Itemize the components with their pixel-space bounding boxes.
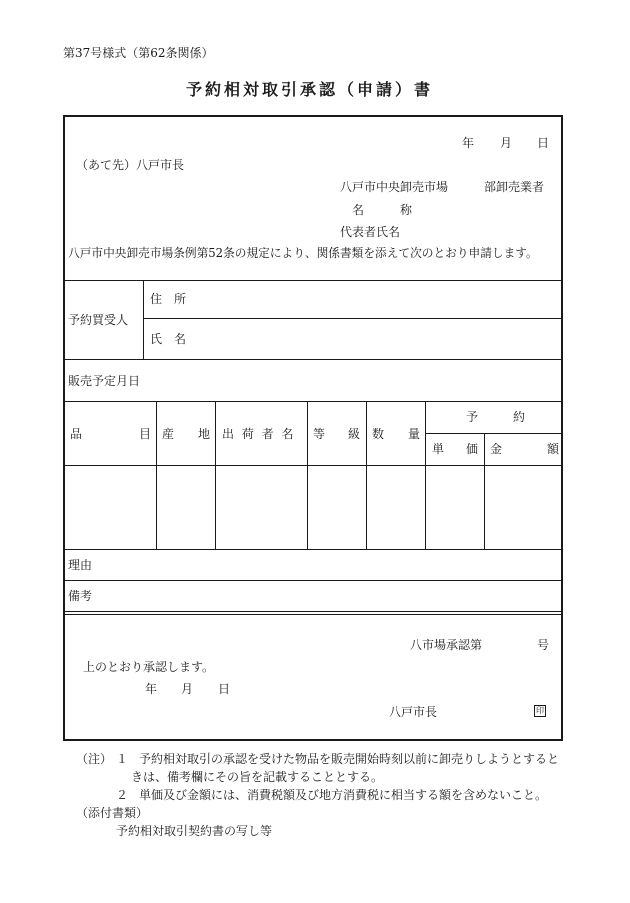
date-month: 月 <box>500 136 513 150</box>
rule-after-reason <box>64 580 563 581</box>
seal-mark: 印 <box>536 706 544 715</box>
col-unit-b: 価 <box>466 442 479 456</box>
rule-col-4 <box>366 401 367 549</box>
approval-year: 年 <box>145 682 158 696</box>
col-grade-a: 等 <box>313 427 326 441</box>
rule-col-5 <box>425 401 426 549</box>
date-day: 日 <box>537 136 550 150</box>
sale-date-label: 販売予定月日 <box>68 374 141 388</box>
applicant-name-label2: 称 <box>400 203 413 217</box>
note-1-line-2: きは、備考欄にその旨を記載することとする。 <box>131 770 384 784</box>
note-2-number: ２ <box>116 788 129 802</box>
rule-col-3 <box>307 401 308 549</box>
page-title: 予約相対取引承認（申請）書 <box>186 80 434 99</box>
attachment-item: 予約相対取引契約書の写し等 <box>116 824 273 838</box>
approval-day: 日 <box>218 682 231 696</box>
addressee: （あて先）八戸市長 <box>76 158 185 172</box>
note-2-text: 単価及び金額には、消費税額及び地方消費税に相当する額を含めないこと。 <box>139 788 548 802</box>
rule-table-bottom <box>64 549 563 550</box>
attachments-heading: （添付書類） <box>76 806 149 820</box>
applicant-market: 八戸市中央卸売市場 <box>340 180 449 194</box>
remarks-label: 備考 <box>68 589 93 603</box>
approval-statement: 上のとおり承認します。 <box>83 660 215 674</box>
applicant-dept: 部卸売業者 <box>484 180 545 194</box>
rule-after-remarks-1 <box>64 611 563 612</box>
col-qty-b: 量 <box>408 427 421 441</box>
buyer-name-label: 氏 名 <box>150 332 187 346</box>
date-year: 年 <box>462 136 475 150</box>
col-yoyaku-b: 約 <box>513 410 526 424</box>
applicant-name-label: 名 <box>352 203 365 217</box>
col-item-b: 目 <box>139 427 152 441</box>
rule-col-1 <box>156 401 157 549</box>
col-origin-a: 産 <box>162 427 175 441</box>
col-origin-b: 地 <box>198 427 211 441</box>
notes-heading: （注） <box>76 752 113 766</box>
col-qty-a: 数 <box>372 427 385 441</box>
col-shipper: 出 荷 者 名 <box>222 427 296 441</box>
note-1-number: １ <box>116 752 129 766</box>
statement: 八戸市中央卸売市場条例第52条の規定により、関係書類を添えて次のとおり申請します。 <box>68 246 538 260</box>
reason-label: 理由 <box>68 558 93 572</box>
col-amount-b: 額 <box>547 442 560 456</box>
col-item-a: 品 <box>70 427 83 441</box>
rule-buyer-divider <box>143 280 144 360</box>
note-1-line-1: 予約相対取引の承認を受けた物品を販売開始時刻以前に卸売りしようとすると <box>139 752 560 766</box>
rule-after-buyer <box>64 359 563 360</box>
col-grade-b: 級 <box>348 427 361 441</box>
col-amount-a: 金 <box>490 442 503 456</box>
approval-month: 月 <box>181 682 194 696</box>
approval-number-suffix: 号 <box>537 638 550 652</box>
rule-table-header <box>64 465 563 466</box>
buyer-label: 予約買受人 <box>68 313 129 327</box>
approval-number-prefix: 八市場承認第 <box>410 638 483 652</box>
rule-after-remarks-2 <box>64 614 563 615</box>
approval-mayor: 八戸市長 <box>389 705 438 719</box>
col-unit-a: 単 <box>432 442 445 456</box>
rule-buyer-mid <box>143 318 563 319</box>
rule-after-statement <box>64 280 563 281</box>
col-yoyaku-a: 予 <box>466 410 479 424</box>
rule-after-sale-date <box>64 401 563 402</box>
form-number: 第37号様式（第62条関係） <box>63 46 214 60</box>
rule-col-2 <box>215 401 216 549</box>
rule-yoyaku-split <box>425 433 563 434</box>
applicant-rep-label: 代表者氏名 <box>340 225 401 239</box>
buyer-address-label: 住 所 <box>150 292 187 306</box>
rule-col-6 <box>484 433 485 549</box>
